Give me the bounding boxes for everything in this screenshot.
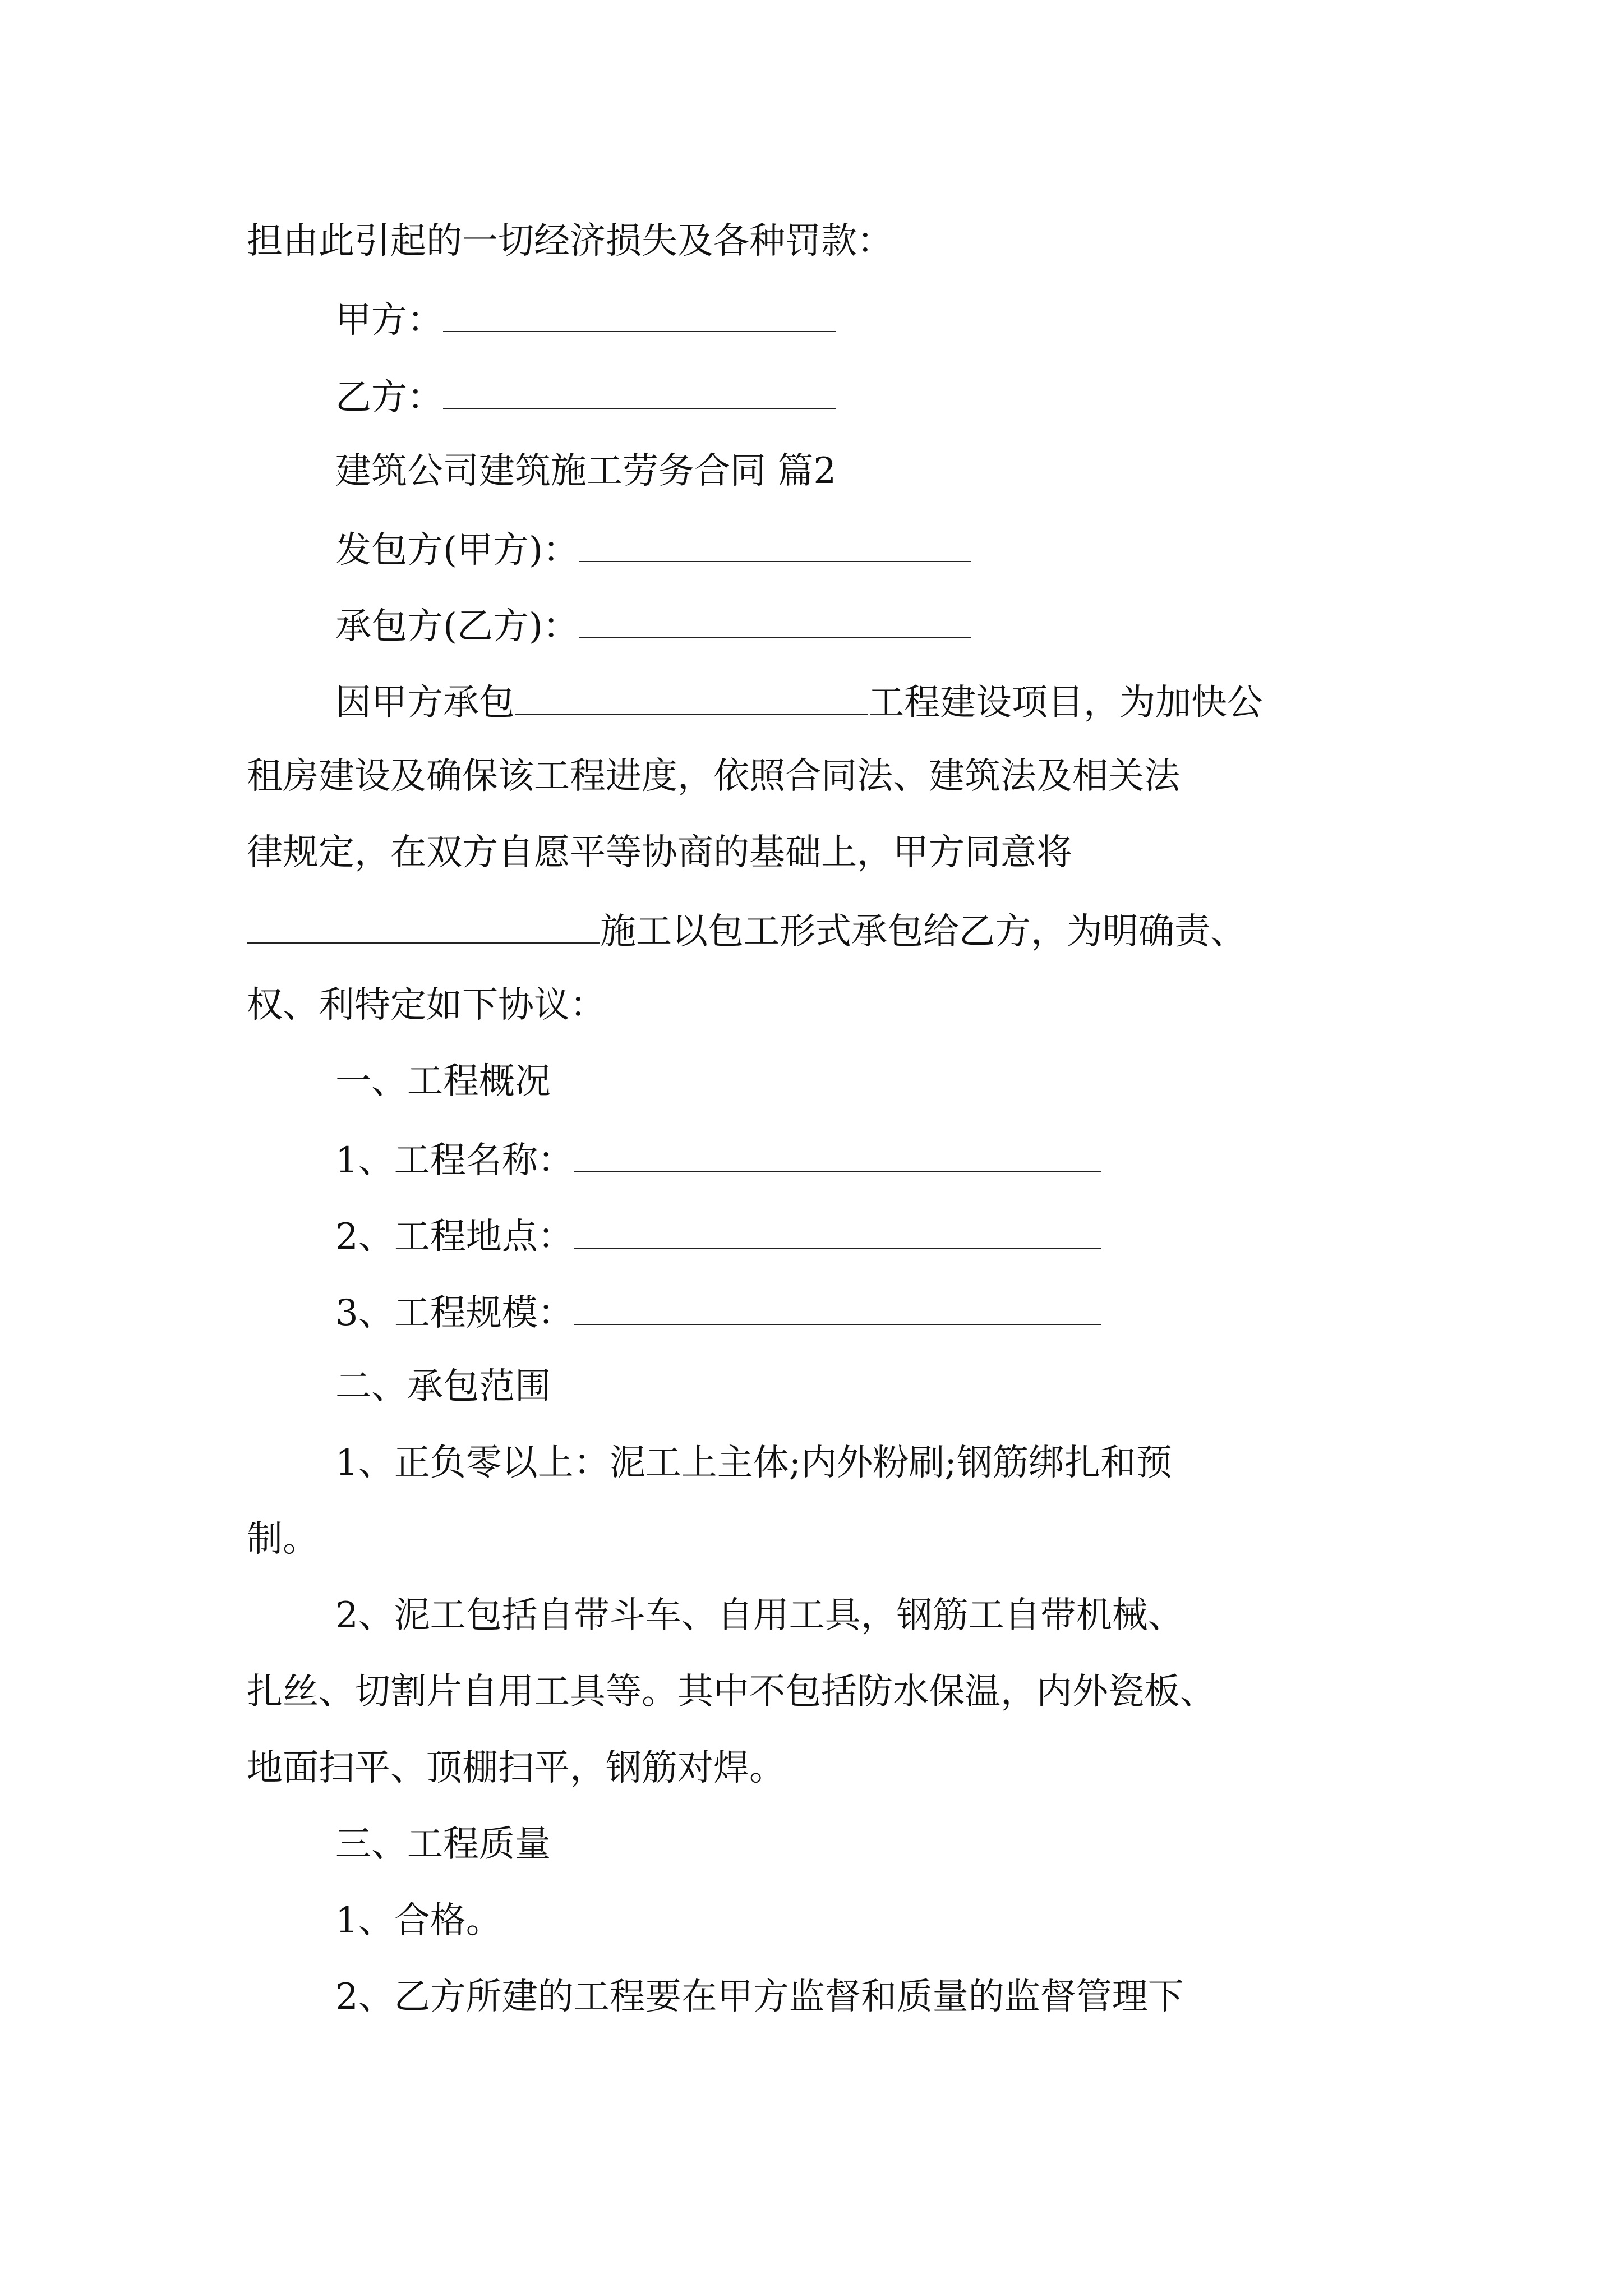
blank-field (574, 1140, 1101, 1172)
project-scale-line (335, 1292, 1101, 1334)
blank-field (515, 682, 868, 715)
text-line (247, 911, 1246, 953)
line-text: 租房建设及确保该工程进度，依照合同法、建筑法及相关法 (247, 756, 1180, 797)
section-title (335, 450, 837, 492)
text-line (247, 984, 606, 1026)
line-text: 扎丝、切割片自用工具等。其中不包括防水保温，内外瓷板、 (247, 1671, 1216, 1713)
line-text: 施工以包工形式承包给乙方，为明确责、 (600, 911, 1246, 953)
text-line (335, 1442, 1172, 1484)
contractor-line (335, 606, 971, 645)
project-name-line (335, 1140, 1101, 1179)
blank-field (443, 300, 836, 332)
party-a-signature-line (335, 300, 836, 341)
blank-field (247, 911, 600, 944)
line-text: 1、正负零以上：泥工上主体;内外粉刷;钢筋绑扎和预 (335, 1442, 1172, 1484)
text-line (335, 1900, 502, 1941)
line-text: 3、工程规模： (335, 1292, 574, 1334)
blank-field (443, 377, 836, 409)
line-text: 工程建设项目，为加快公 (868, 682, 1263, 724)
line-text: 2、乙方所建的工程要在甲方监督和质量的监督管理下 (335, 1976, 1184, 2018)
line-text: 2、泥工包括自带斗车、自用工具，钢筋工自带机械、 (335, 1595, 1184, 1636)
text-line (335, 1595, 1184, 1636)
text-line (247, 1671, 1216, 1713)
blank-field (574, 1292, 1101, 1325)
text-line (247, 220, 893, 262)
line-text: 权、利特定如下协议： (247, 984, 606, 1026)
blank-field (579, 530, 971, 562)
line-text: 律规定，在双方自愿平等协商的基础上，甲方同意将 (247, 832, 1072, 873)
line-text: 三、工程质量 (335, 1824, 551, 1865)
line-text: 承包方(乙方)： (335, 606, 579, 647)
line-text: 担由此引起的一切经济损失及各种罚款： (247, 220, 893, 262)
text-line (247, 1747, 785, 1789)
line-text: 甲方： (335, 300, 443, 341)
line-text: 地面扫平、顶棚扫平，钢筋对焊。 (247, 1747, 785, 1789)
blank-field (579, 606, 971, 638)
line-text: 2、工程地点： (335, 1216, 574, 1258)
project-location-line (335, 1216, 1101, 1258)
line-text: 建筑公司建筑施工劳务合同 篇2 (335, 450, 837, 492)
line-text: 发包方(甲方)： (335, 530, 579, 571)
party-b-signature-line (335, 377, 836, 416)
line-text: 因甲方承包 (335, 682, 515, 724)
line-text: 1、工程名称： (335, 1140, 574, 1181)
section-heading (335, 1824, 551, 1865)
line-text: 1、合格。 (335, 1900, 502, 1941)
section-heading (335, 1366, 551, 1407)
text-line (247, 832, 1072, 873)
section-heading (335, 1061, 551, 1102)
blank-field (574, 1216, 1101, 1249)
text-line (247, 1519, 319, 1560)
text-line (335, 682, 1263, 724)
line-text: 乙方： (335, 377, 443, 418)
text-line (247, 756, 1180, 797)
line-text: 一、工程概况 (335, 1061, 551, 1102)
text-line (335, 1976, 1184, 2018)
line-text: 制。 (247, 1519, 319, 1560)
employer-line (335, 530, 971, 571)
line-text: 二、承包范围 (335, 1366, 551, 1407)
